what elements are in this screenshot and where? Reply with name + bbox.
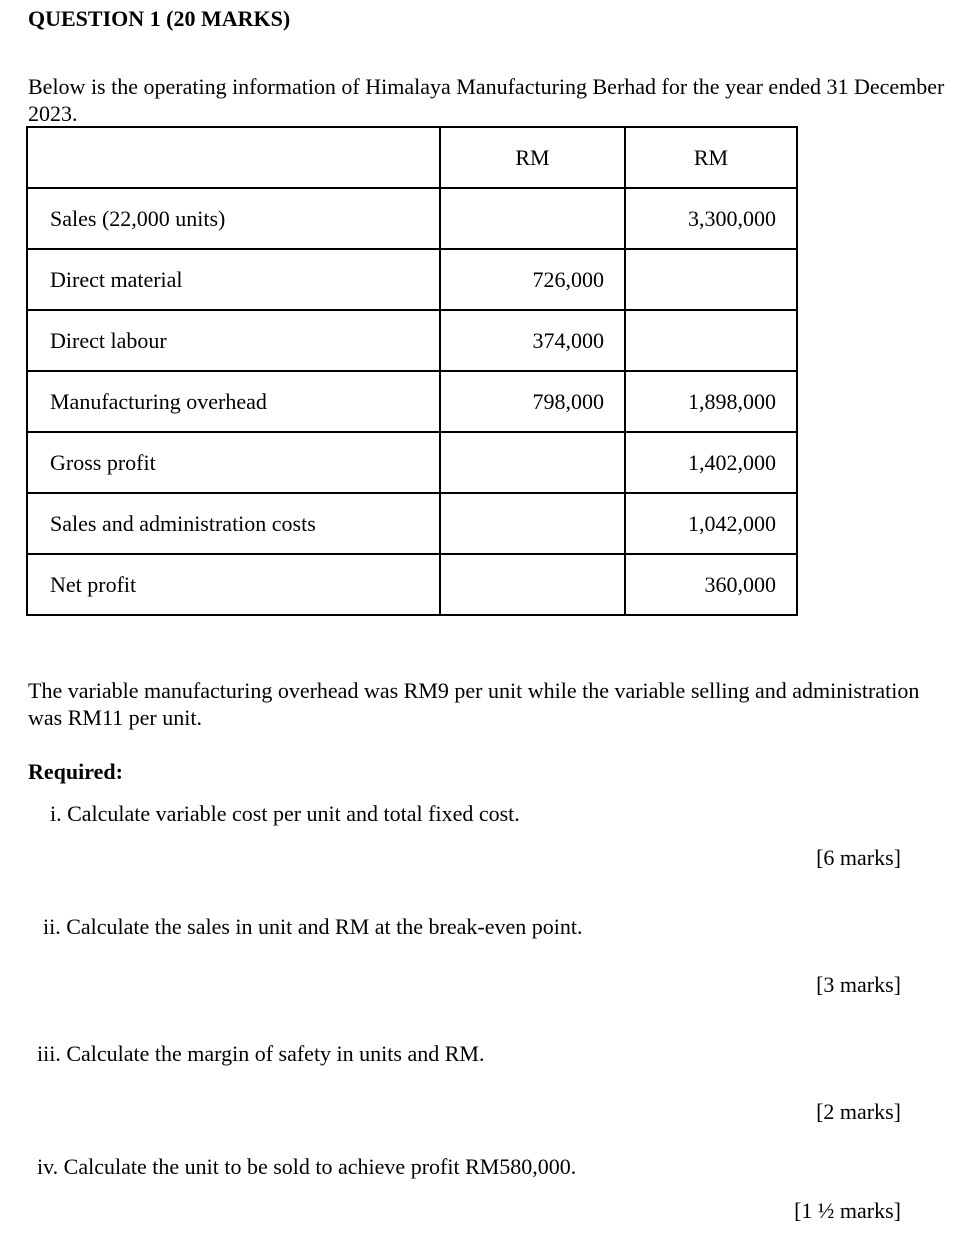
- row-label: Net profit: [27, 554, 440, 615]
- row-label: Manufacturing overhead: [27, 371, 440, 432]
- row-value-1: [440, 554, 625, 615]
- header-rm-2: RM: [625, 127, 797, 188]
- row-value-1: 798,000: [440, 371, 625, 432]
- row-value-2: 1,042,000: [625, 493, 797, 554]
- row-value-2: 360,000: [625, 554, 797, 615]
- question-item-i: i. Calculate variable cost per unit and total fixed cost.: [50, 801, 520, 826]
- row-value-2: [625, 310, 797, 371]
- table-row: [27, 554, 797, 615]
- table-row: [27, 188, 797, 249]
- row-label: Gross profit: [27, 432, 440, 493]
- row-value-1: [440, 188, 625, 249]
- marks-iv: [1 ½ marks]: [794, 1198, 901, 1223]
- operating-info-table: [26, 126, 798, 616]
- question-item-iii: iii. Calculate the margin of safety in units and RM.: [37, 1041, 485, 1066]
- table-row: [27, 493, 797, 554]
- intro-paragraph: Below is the operating information of Himalaya Manufacturing Berhad for the year ended 31 December 2023.: [28, 74, 945, 126]
- row-value-2: [625, 249, 797, 310]
- row-label: Direct material: [27, 249, 440, 310]
- question-item-iv: iv. Calculate the unit to be sold to achieve profit RM580,000.: [37, 1154, 577, 1179]
- marks-iii: [2 marks]: [816, 1099, 901, 1124]
- header-blank: [27, 127, 440, 188]
- table-header-row: [27, 127, 797, 188]
- question-title: QUESTION 1 (20 MARKS): [28, 6, 291, 31]
- row-value-2: 3,300,000: [625, 188, 797, 249]
- row-label: Direct labour: [27, 310, 440, 371]
- header-rm-1: RM: [440, 127, 625, 188]
- row-value-1: 726,000: [440, 249, 625, 310]
- row-value-2: 1,898,000: [625, 371, 797, 432]
- row-value-1: [440, 493, 625, 554]
- row-value-1: [440, 432, 625, 493]
- row-label: Sales and administration costs: [27, 493, 440, 554]
- table-row: [27, 432, 797, 493]
- overhead-note: The variable manufacturing overhead was RM9 per unit while the variable selling and administration was RM11 per unit.: [28, 678, 920, 730]
- row-value-2: 1,402,000: [625, 432, 797, 493]
- row-label: Sales (22,000 units): [27, 188, 440, 249]
- question-item-ii: ii. Calculate the sales in unit and RM at the break-even point.: [43, 914, 583, 939]
- marks-ii: [3 marks]: [816, 972, 901, 997]
- table-row: [27, 371, 797, 432]
- required-heading: Required:: [28, 759, 123, 784]
- marks-i: [6 marks]: [816, 845, 901, 870]
- row-value-1: 374,000: [440, 310, 625, 371]
- table-row: [27, 310, 797, 371]
- table-row: [27, 249, 797, 310]
